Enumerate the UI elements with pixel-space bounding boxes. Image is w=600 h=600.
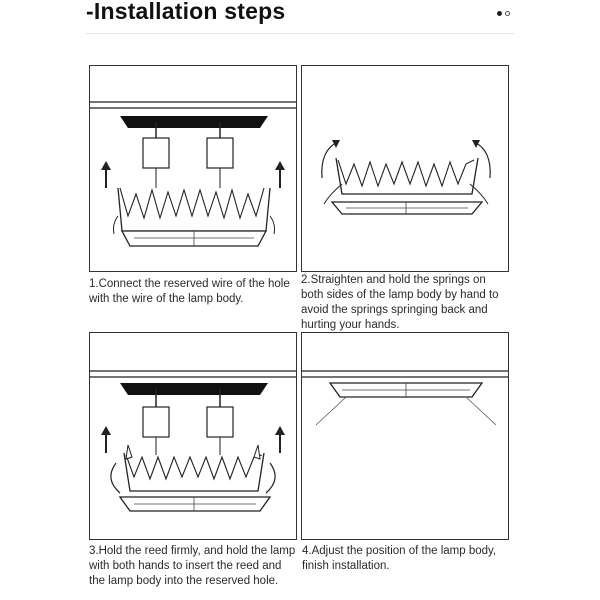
step-3-illustration (89, 332, 297, 540)
step-2-caption: 2.Straighten and hold the springs on both sides of the lamp body by hand to avoid the springs springing back and hurting your hands. (301, 274, 499, 331)
header-divider (86, 33, 514, 34)
step-4-caption: 4.Adjust the position of the lamp body, finish installation. (302, 545, 497, 572)
pagination-dots-icon (497, 11, 513, 17)
step-1-illustration (89, 65, 297, 272)
step-2-illustration (301, 65, 509, 272)
step-1-caption: 1.Connect the reserved wire of the hole with the wire of the lamp body. (89, 278, 290, 305)
step-3-caption: 3.Hold the reed firmly, and hold the lamp with both hands to insert the reed and the lamp body into the reserved hole. (89, 545, 296, 587)
step-4-illustration (301, 332, 509, 540)
active-dot-icon (497, 11, 502, 16)
inactive-dot-icon (505, 11, 510, 16)
page-title: -Installation steps (86, 0, 286, 24)
